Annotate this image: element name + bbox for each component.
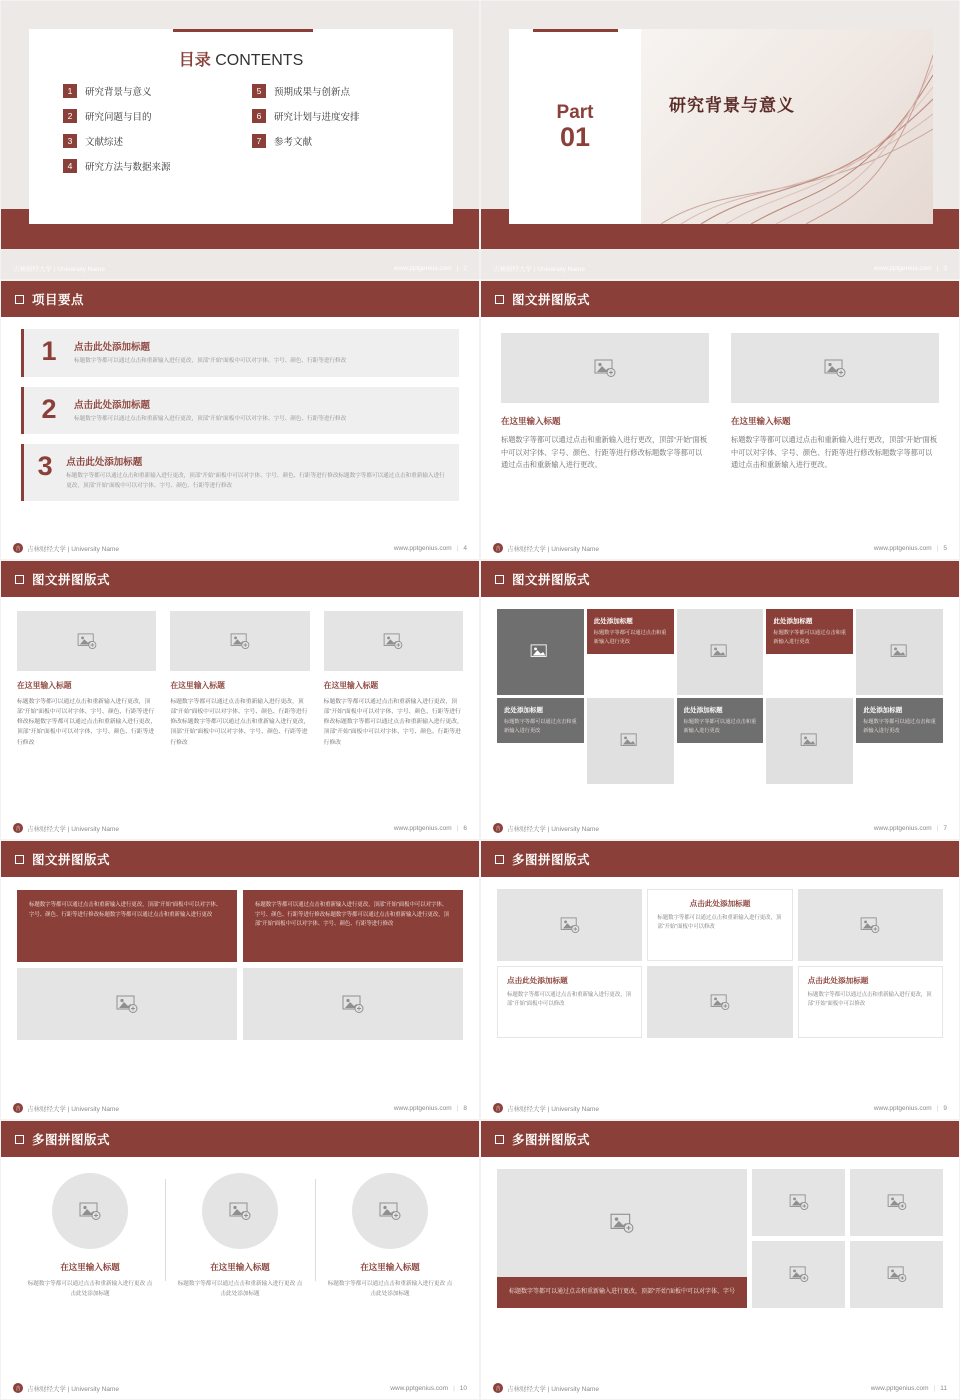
content-cell <box>324 611 463 748</box>
footer-site: www.pptgenius.com <box>393 1104 452 1112</box>
part-number: 01 <box>559 121 591 152</box>
page-number: 6 <box>463 824 467 832</box>
circle-grid <box>1 1157 479 1299</box>
image-icon <box>710 644 730 660</box>
cell-text: 标题数字等都可以通过点击和重新输入进行更改 点击此处添加标题 <box>27 1281 153 1298</box>
square-icon <box>495 855 504 864</box>
list-item[interactable] <box>252 84 419 98</box>
item-body <box>74 397 346 425</box>
header-title: 图文拼图版式 <box>32 853 111 867</box>
text-tile <box>677 698 764 743</box>
item-title: 点击此处添加标题 <box>74 342 151 353</box>
item-number: 5 <box>252 84 266 98</box>
item-number: 2 <box>41 393 57 424</box>
item-label: 研究问题与目的 <box>85 112 152 123</box>
image-placeholder[interactable] <box>202 1173 278 1249</box>
tile-title: 此处添加标题 <box>863 707 903 714</box>
text-tile <box>497 698 584 743</box>
text-tile <box>766 609 853 654</box>
slide-footer <box>1 537 479 559</box>
mixed-grid <box>481 877 959 1038</box>
footer-site: www.pptgenius.com <box>393 544 452 552</box>
image-placeholder[interactable] <box>647 966 792 1038</box>
slide-three-image-layout[interactable] <box>0 560 480 840</box>
footer-separator: | <box>456 264 459 272</box>
footer-separator: | <box>453 1384 455 1392</box>
cell-title: 在这里输入标题 <box>731 416 791 426</box>
image-placeholder[interactable] <box>677 609 764 695</box>
footer-org: 吉林财经大学 | University Name <box>27 545 119 553</box>
footer-separator: | <box>456 1104 459 1112</box>
list-item[interactable] <box>63 134 230 148</box>
university-logo-icon: 吉 <box>493 1383 503 1393</box>
footer-right <box>394 545 467 552</box>
image-icon <box>890 644 910 660</box>
footer-site: www.pptgenius.com <box>870 1384 929 1392</box>
text-tile <box>587 609 674 654</box>
image-icon <box>229 1202 251 1220</box>
slide-footer <box>1 257 479 279</box>
footer-left <box>13 543 119 553</box>
image-placeholder[interactable] <box>752 1241 845 1308</box>
image-placeholder[interactable] <box>497 889 642 961</box>
footer-site: www.pptgenius.com <box>873 824 932 832</box>
square-icon <box>495 295 504 304</box>
item-body <box>66 454 447 491</box>
image-icon <box>887 1194 907 1210</box>
cell-text: 标题数字等都可以通过点击和重新输入进行更改，顶部“开始”面板中可以对字体、字号、颜色、行距等进行修改标题数字等都可以通过点击和重新输入进行更改。 <box>731 435 938 470</box>
slide-footer <box>1 1377 479 1399</box>
feature-block <box>497 1169 747 1308</box>
cell-text: 标题数字等都可以通过点击和重新输入进行更改，顶部“开始”面板中可以对字体、字号、颜色、行距等进行修改标题数字等都可以通过点击和重新输入进行更改，顶部“开始”面板中可以对字体、字号、颜色、行距等进行修改 <box>170 699 310 746</box>
cell-text: 标题数字等都可以通过点击和重新输入进行更改，顶部“开始”面板中可以对字体、字号、颜色、行距等进行修改标题数字等都可以通过点击和重新输入进行更改。 <box>501 435 708 470</box>
image-icon <box>710 994 730 1010</box>
footer-right <box>394 825 467 832</box>
slide-footer <box>1 1097 479 1119</box>
slide-footer <box>481 257 959 279</box>
page-number: 10 <box>459 1384 467 1392</box>
image-icon <box>342 995 364 1013</box>
footer-left <box>493 1103 599 1113</box>
square-icon <box>495 1135 504 1144</box>
accent-rule <box>533 29 618 32</box>
slide-two-image-layout[interactable] <box>480 280 960 560</box>
footer-separator: | <box>456 544 459 552</box>
content-wrapper <box>1 877 479 1040</box>
box-text: 标题数字等都可以通过点击和重新输入进行更改，顶部“开始”面板中可以修改 <box>657 915 782 931</box>
tile-title: 此处添加标题 <box>504 707 543 714</box>
contents-columns <box>29 70 453 184</box>
item-number: 2 <box>63 109 77 123</box>
slide-part-cover[interactable] <box>480 0 960 280</box>
cell-title: 在这里输入标题 <box>17 681 72 690</box>
box-title: 点击此处添加标题 <box>807 976 869 985</box>
page-number: 8 <box>463 1104 467 1112</box>
image-placeholder[interactable] <box>324 611 463 671</box>
footer-site: www.pptgenius.com <box>393 264 452 272</box>
list-item[interactable] <box>21 444 459 501</box>
item-number: 1 <box>41 336 57 366</box>
title-cn: 目录 <box>178 52 211 69</box>
footer-separator: | <box>936 824 939 832</box>
feature-grid <box>481 1157 959 1308</box>
list-item[interactable] <box>252 134 419 148</box>
image-icon <box>887 1266 907 1282</box>
footer-left <box>13 823 119 833</box>
footer-right <box>390 1385 467 1392</box>
cell-title: 在这里输入标题 <box>360 1262 420 1272</box>
image-placeholder[interactable] <box>731 333 939 403</box>
image-placeholder[interactable] <box>52 1173 128 1249</box>
thumbnail-grid <box>752 1169 943 1308</box>
image-placeholder[interactable] <box>243 968 463 1040</box>
image-placeholder[interactable] <box>352 1173 428 1249</box>
image-placeholder[interactable] <box>17 968 237 1040</box>
item-label: 预期成果与创新点 <box>274 87 351 98</box>
slide-footer <box>481 1377 959 1399</box>
footer-left <box>13 264 105 273</box>
item-label: 研究方法与数据来源 <box>85 162 171 173</box>
footer-org: 吉林财经大学 | University Name <box>27 1385 119 1393</box>
square-icon <box>15 295 24 304</box>
image-icon <box>860 917 880 933</box>
image-icon <box>230 633 250 649</box>
image-placeholder[interactable] <box>587 698 674 784</box>
content-cell <box>501 333 709 472</box>
title-en: CONTENTS <box>215 52 304 69</box>
footer-right <box>394 1105 467 1112</box>
footer-org: 吉林财经大学 | University Name <box>27 1105 119 1113</box>
list-item[interactable] <box>63 84 230 98</box>
footer-left <box>13 1103 119 1113</box>
slide-feature-grid-layout[interactable] <box>480 1120 960 1400</box>
image-placeholder[interactable] <box>501 333 709 403</box>
slide-footer <box>481 817 959 839</box>
image-placeholder[interactable] <box>17 611 156 671</box>
slide-header <box>1 1121 479 1157</box>
footer-left <box>13 1383 119 1393</box>
slide-header <box>481 281 959 317</box>
image-icon <box>77 633 97 649</box>
header-title: 图文拼图版式 <box>32 573 111 587</box>
university-logo-icon: 吉 <box>493 1103 503 1113</box>
tile-text: 标题数字等都可以通过点击和重新输入进行更改 <box>683 719 757 734</box>
image-placeholder[interactable] <box>170 611 309 671</box>
image-icon <box>620 733 640 749</box>
caption-bar <box>497 1277 747 1308</box>
item-text: 标题数字等都可以通过点击和重新输入进行更改，顶部“开始”面板中可以对字体、字号、颜色、行距等进行修改 <box>74 358 347 364</box>
text-bar <box>17 890 237 962</box>
list-item[interactable] <box>21 387 459 435</box>
cell-text: 标题数字等都可以通过点击和重新输入进行更改，顶部“开始”面板中可以对字体、字号、颜色、行距等进行修改标题数字等都可以通过点击和重新输入进行更改，顶部“开始”面板中可以对字体、字号、颜色、行距等进行修改 <box>323 699 463 746</box>
footer-site: www.pptgenius.com <box>873 1104 932 1112</box>
header-title: 多图拼图版式 <box>512 853 591 867</box>
item-title: 点击此处添加标题 <box>66 457 143 468</box>
image-icon <box>824 359 846 377</box>
footer-org: 吉林财经大学 | University Name <box>507 545 599 553</box>
three-column-grid <box>1 597 479 748</box>
footer-site: www.pptgenius.com <box>393 824 452 832</box>
accent-rule <box>173 29 313 32</box>
cell-title: 在这里输入标题 <box>60 1262 120 1272</box>
header-title: 图文拼图版式 <box>512 573 591 587</box>
part-card <box>509 29 641 224</box>
footer-left <box>493 1383 599 1393</box>
bar-text: 标题数字等都可以通过点击和重新输入进行更改，顶部“开始”面板中可以对字体、字号、颜色、行距等进行修改标题数字等都可以通过点击和重新输入进行更改，顶部“开始”面板中可以对字体、字号、颜色、行距等进行修改 <box>255 902 450 928</box>
footer-separator: | <box>936 544 939 552</box>
cell-title: 在这里输入标题 <box>323 681 379 690</box>
university-logo-icon: 吉 <box>13 1383 23 1393</box>
tile-title: 此处添加标题 <box>683 707 723 714</box>
tile-text: 标题数字等都可以通过点击和重新输入进行更改 <box>593 630 667 645</box>
footer-left <box>493 264 585 273</box>
contents-card <box>29 29 453 224</box>
footer-right <box>874 1105 947 1112</box>
image-icon <box>379 1202 401 1220</box>
slide-header <box>1 281 479 317</box>
item-body <box>74 339 346 367</box>
footer-separator: | <box>936 1104 939 1112</box>
bar-text: 标题数字等都可以通过点击和重新输入进行更改，顶部“开始”面板中可以对字体、字号、颜色、行距等进行修改标题数字等都可以通过点击和重新输入进行更改 <box>29 902 222 918</box>
page-title <box>29 29 453 70</box>
list-item[interactable] <box>252 109 419 123</box>
cell-title: 在这里输入标题 <box>170 681 225 690</box>
footer-right <box>871 1385 947 1392</box>
slide-footer <box>481 537 959 559</box>
footer-left <box>493 823 599 833</box>
caption-text: 标题数字等都可以通过点击和重新输入进行更改，顶部“开始”面板中可以对字体、字号 <box>509 1289 735 1295</box>
item-title: 点击此处添加标题 <box>74 399 151 411</box>
image-placeholder[interactable] <box>752 1169 845 1236</box>
university-logo-icon: 吉 <box>13 1103 23 1113</box>
tile-title: 此处添加标题 <box>773 618 813 625</box>
footer-right <box>874 265 947 272</box>
image-icon <box>116 995 138 1013</box>
item-number: 1 <box>63 84 77 98</box>
slide-project-points[interactable] <box>0 280 480 560</box>
footer-left <box>493 543 599 553</box>
footer-right <box>394 265 467 272</box>
header-title: 多图拼图版式 <box>32 1133 111 1147</box>
item-label: 研究计划与进度安排 <box>274 112 360 123</box>
list-item[interactable] <box>21 329 459 377</box>
cell-title: 在这里输入标题 <box>501 416 561 426</box>
contents-column-left <box>63 84 230 184</box>
slide-footer <box>1 817 479 839</box>
cell-text: 标题数字等都可以通过点击和重新输入进行更改，顶部“开始”面板中可以对字体、字号、颜色、行距等进行修改标题数字等都可以通过点击和重新输入进行更改，顶部“开始”面板中可以对字体、字号、颜色、行距等进行修改 <box>17 699 157 746</box>
page-number: 11 <box>940 1384 947 1392</box>
tile-text: 标题数字等都可以通过点击和重新输入进行更改 <box>504 719 577 734</box>
part-title: 研究背景与意义 <box>669 96 795 115</box>
text-bar <box>243 890 463 962</box>
item-number: 3 <box>63 134 77 148</box>
footer-site: www.pptgenius.com <box>873 544 932 552</box>
cell-title: 在这里输入标题 <box>210 1262 270 1272</box>
footer-org: 吉林财经大学 | University Name <box>507 1385 599 1393</box>
image-icon <box>789 1266 809 1282</box>
image-placeholder[interactable] <box>497 1169 747 1277</box>
content-cell <box>731 333 939 472</box>
image-icon <box>800 733 820 749</box>
box-text: 标题数字等都可以通过点击和重新输入进行更改，顶部“开始”面板中可以修改 <box>507 992 631 1008</box>
footer-org: 吉林财经大学 | University Name <box>27 825 119 833</box>
image-icon <box>530 644 550 660</box>
square-icon <box>15 575 24 584</box>
slide-multi-image-layout[interactable] <box>480 840 960 1120</box>
numbered-list <box>1 317 479 501</box>
university-logo-icon: 吉 <box>13 543 23 553</box>
image-placeholder[interactable] <box>850 1241 943 1308</box>
slide-header <box>1 561 479 597</box>
text-box <box>647 889 792 961</box>
image-placeholder[interactable] <box>497 609 584 695</box>
content-cell <box>170 611 309 748</box>
two-column-grid <box>481 317 959 472</box>
content-cell <box>165 1173 315 1299</box>
page-number: 9 <box>943 1104 947 1112</box>
header-title: 多图拼图版式 <box>512 1133 591 1147</box>
footer-right <box>874 545 947 552</box>
item-label: 参考文献 <box>274 137 313 148</box>
item-number: 6 <box>252 109 266 123</box>
footer-org: 吉林财经大学 | University Name <box>507 1105 599 1113</box>
content-cell <box>15 1173 165 1299</box>
image-placeholder[interactable] <box>798 889 943 961</box>
text-bar-row <box>17 890 463 962</box>
header-title: 项目要点 <box>32 293 85 307</box>
content-cell <box>17 611 156 748</box>
image-icon <box>79 1202 101 1220</box>
image-icon <box>610 1213 634 1233</box>
list-item[interactable] <box>63 159 230 173</box>
contents-column-right <box>252 84 419 184</box>
university-logo-icon: 吉 <box>493 543 503 553</box>
tile-text: 标题数字等都可以通过点击和重新输入进行更改 <box>773 630 847 645</box>
page-number: 5 <box>943 544 947 552</box>
square-icon <box>15 1135 24 1144</box>
item-label: 研究背景与意义 <box>85 87 152 98</box>
box-text: 标题数字等都可以通过点击和重新输入进行更改，顶部“开始”面板中可以修改 <box>807 992 932 1008</box>
content-cell <box>315 1173 465 1299</box>
slide-header <box>481 841 959 877</box>
footer-org: 吉林财经大学 | University Name <box>507 825 599 833</box>
header-title: 图文拼图版式 <box>512 293 591 307</box>
footer-separator: | <box>456 824 459 832</box>
item-number: 3 <box>37 451 53 481</box>
text-box <box>497 966 642 1038</box>
footer-org: 吉林财经大学 | University Name <box>13 265 105 273</box>
image-placeholder[interactable] <box>856 609 943 695</box>
slide-text-bars-layout[interactable] <box>0 840 480 1120</box>
image-placeholder[interactable] <box>850 1169 943 1236</box>
slide-circle-layout[interactable] <box>0 1120 480 1400</box>
slide-mosaic-layout[interactable] <box>480 560 960 840</box>
slide-header <box>1 841 479 877</box>
slide-footer <box>481 1097 959 1119</box>
footer-separator: | <box>936 264 939 272</box>
image-icon <box>560 917 580 933</box>
item-text: 标题数字等都可以通过点击和重新输入进行更改，顶部“开始”面板中可以对字体、字号、颜色、行距等进行修改 <box>74 415 347 422</box>
slide-contents[interactable] <box>0 0 480 280</box>
tile-text: 标题数字等都可以通过点击和重新输入进行更改 <box>863 719 936 734</box>
footer-org: 吉林财经大学 | University Name <box>493 265 585 273</box>
image-row <box>17 968 463 1040</box>
image-icon <box>594 359 616 377</box>
box-title: 点击此处添加标题 <box>689 899 751 908</box>
slide-header <box>481 1121 959 1157</box>
square-icon <box>15 855 24 864</box>
image-icon <box>383 633 403 649</box>
image-icon <box>789 1194 809 1210</box>
footer-right <box>874 825 947 832</box>
item-text: 标题数字等都可以通过点击和重新输入进行更改，顶部“开始”面板中可以对字体、字号、颜色、行距等进行修改标题数字等都可以通过点击和重新输入进行更改，顶部“开始”面板中可以对字体、字号、颜色、行距等进行修改 <box>66 473 445 489</box>
text-box <box>798 966 943 1038</box>
page-number: 7 <box>943 824 947 832</box>
page-number: 2 <box>463 264 467 272</box>
list-item[interactable] <box>63 109 230 123</box>
footer-site: www.pptgenius.com <box>390 1384 449 1392</box>
page-number: 4 <box>463 544 467 552</box>
image-placeholder[interactable] <box>766 698 853 784</box>
cell-text: 标题数字等都可以通过点击和重新输入进行更改 点击此处添加标题 <box>177 1281 303 1298</box>
footer-site: www.pptgenius.com <box>873 264 932 272</box>
swoosh-decoration <box>641 29 933 224</box>
university-logo-icon: 吉 <box>493 823 503 833</box>
cell-text: 标题数字等都可以通过点击和重新输入进行更改 点击此处添加标题 <box>327 1281 453 1298</box>
item-number: 7 <box>252 134 266 148</box>
square-icon <box>495 575 504 584</box>
tile-title: 此处添加标题 <box>593 618 633 625</box>
item-label: 文献综述 <box>85 137 124 148</box>
item-number: 4 <box>63 159 77 173</box>
part-banner <box>641 29 933 224</box>
part-label: Part <box>556 102 594 124</box>
university-logo-icon: 吉 <box>13 823 23 833</box>
slide-header <box>481 561 959 597</box>
mosaic-grid <box>481 597 959 784</box>
footer-separator: | <box>933 1384 936 1392</box>
text-tile <box>856 698 943 743</box>
box-title: 点击此处添加标题 <box>507 976 568 985</box>
page-number: 3 <box>943 264 947 272</box>
